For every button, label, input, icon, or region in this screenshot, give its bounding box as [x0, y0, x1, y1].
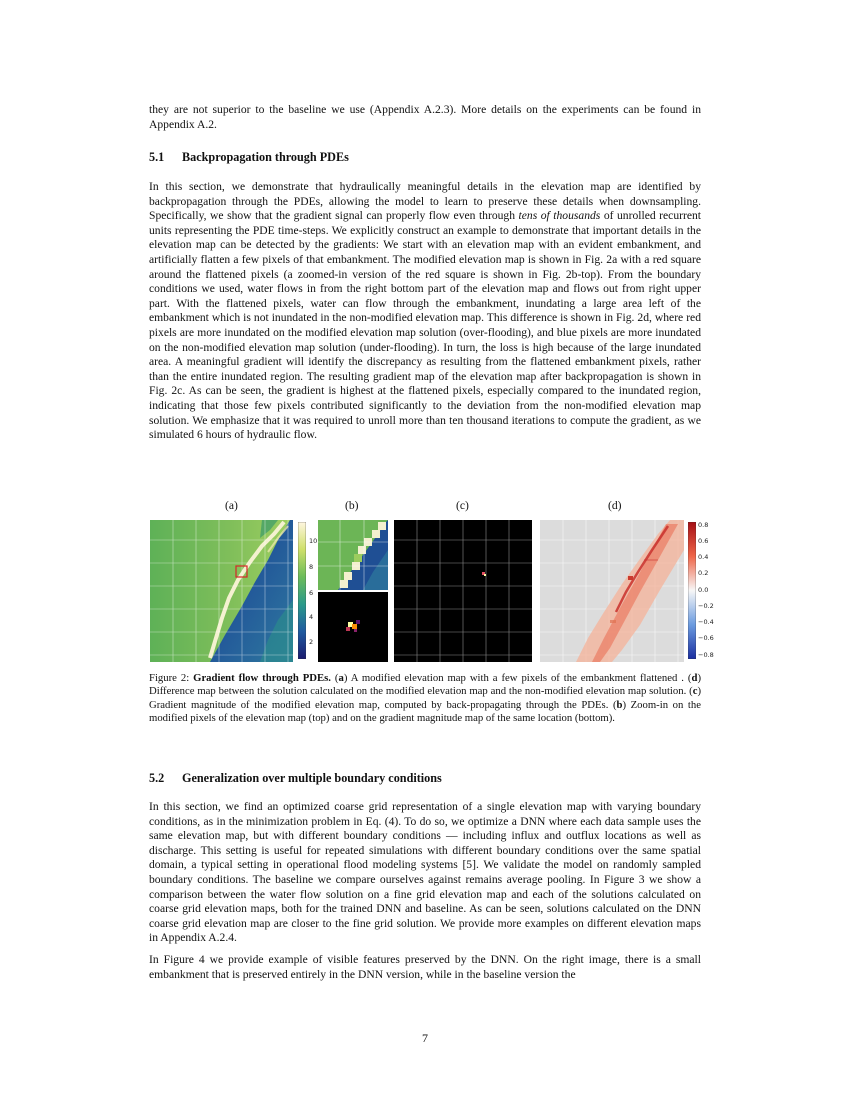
difference-colorbar [688, 522, 696, 659]
elevation-map-panel [150, 520, 293, 662]
caption-key: d [691, 672, 698, 684]
elevation-tick: 10 [309, 537, 318, 545]
section-5-1-paragraph [149, 180, 701, 443]
panel-label-a: (a) [225, 499, 238, 512]
elevation-colorbar [298, 522, 306, 659]
zoom-elevation-panel [318, 520, 388, 590]
section-title: Generalization over multiple boundary conditions [182, 771, 442, 785]
section-title: Backpropagation through PDEs [182, 150, 349, 164]
paragraph-text: In this section, we demonstrate that hydraulically meaningful details in the elevation map are identified by backpropagation through the PDEs, allowing the model to learn to preserve these details when downsampling. Specifically, we show that the gradient signal can properly flow even through [149, 180, 701, 223]
caption-key: c [692, 685, 698, 698]
difference-tick: −0.6 [698, 634, 714, 642]
caption-key: a [338, 672, 344, 684]
elevation-tick: 6 [309, 589, 314, 597]
caption-text: ) Difference map between the solution calculated on the modified elevation map and the non-modified elevation map solution. ( [149, 672, 701, 698]
caption-key: b [616, 698, 623, 711]
gradient-magnitude-panel [394, 520, 532, 662]
section-5-2-paragraph-2: In Figure 4 we provide example of visible features preserved by the DNN. On the right image, there is a small embankment that is preserved entirely in the DNN version, while in the baseline version the [149, 952, 701, 981]
section-5-2-heading [149, 771, 442, 786]
panel-label-c: (c) [456, 499, 469, 512]
page-number: 7 [422, 1031, 428, 1045]
figure-caption: Figure 2: Gradient flow through PDEs. (a) A modified elevation map with a few pixels of the embankment flattened . (d) Difference map between the solution calculated on the modified elevation map and the non-modified elevation map solution. (c) Gradient magnitude of the modified elevation map, computed by back-propagating through the PDEs. (b) Zoom-in on the modified pixels of the elevation map (top) and on the gradient magnitude map of the same location (bottom). [149, 672, 701, 725]
difference-tick: −0.2 [698, 602, 714, 610]
panel-label-b: (b) [345, 499, 359, 512]
paragraph-text: of unrolled recurrent units representing the PDE time-steps. We explicitly construct an example to demonstrate that important details in the elevation map can be detected by the gradients: We start with an elevation map with an evident embankment, and artificially flatten a few pixels of that embankment. The modified elevation map is shown in Fig. 2a with a red square around the flattened pixels (a zoomed-in version of the red square is shown in Fig. 2b-top). From the boundary conditions we used, water flows in from the right bottom part of the elevation map and flows out from right upper part. With the flattened pixels, water can flow through the embankment, inundating a large area left of the embankment which is not inundated in the non-modified elevation map. This difference is shown in Fig. 2d, where red pixels are more inundated on the modified elevation map solution (over-flooding), and blue pixels are more inundated on the non-modified elevation map solution (under-flooding). In turn, the loss is high because of the large inundated area. A meaningful gradient will identify the discrepancy as resulting from the flattened embankment pixels, rather than the entire inundated region. The resulting gradient map of the elevation map after backpropagation is shown in Fig. 2c. As can be seen, the gradient is highest at the flattened pixels, especially compared to the inundated region, indicating that those few pixels contributed significantly to the deviation from the non-modified elevation map solution. We emphasize that it was required to unroll more than ten thousand iterations to compute the gradient, as we simulated 6 hours of hydraulic flow. [149, 209, 701, 442]
difference-tick: 0.0 [698, 586, 709, 594]
section-5-2-body [149, 800, 701, 982]
elevation-tick: 8 [309, 563, 314, 571]
section-5-1-body [149, 180, 701, 443]
zoom-gradient-panel [318, 592, 388, 662]
elevation-tick: 2 [309, 638, 314, 646]
panel-label-d: (d) [608, 499, 622, 512]
intro-text: they are not superior to the baseline we use (Appendix A.2.3). More details on the experiments can be found in Appendix A.2. [149, 103, 701, 131]
difference-tick: 0.4 [698, 553, 709, 561]
elevation-tick: 4 [309, 613, 314, 621]
difference-tick: 0.6 [698, 537, 709, 545]
section-number: 5.1 [149, 150, 165, 164]
section-5-1-heading [149, 150, 349, 165]
caption-label: Figure 2: [149, 672, 194, 684]
difference-tick: 0.8 [698, 521, 709, 529]
section-number: 5.2 [149, 771, 165, 785]
difference-tick: 0.2 [698, 569, 709, 577]
difference-tick: −0.4 [698, 618, 714, 626]
difference-map-panel [540, 520, 684, 662]
intro-paragraph [149, 103, 701, 132]
difference-tick: −0.8 [698, 651, 714, 659]
section-5-2-paragraph-1: In this section, we find an optimized coarse grid representation of a single elevation map with varying boundary conditions, as in the minimization problem in Eq. (4). To do so, we optimize a DNN where each data sample uses the same elevation map, but with different boundary conditions — including influx and outflux locations as well as discharge. This setting is useful for repeated simulations with different boundary conditions over the same spatial domain, a typical setting in operational flood modeling systems [5]. We validate the model on randomly sampled boundary conditions. The baseline we compare ourselves against remains average pooling. In Figure 3 we show a comparison between the water flow solution on a fine grid elevation map and each of the solutions calculated on coarse grid elevation maps, both for the trained DNN and baseline. As can be seen, solutions calculated on the DNN coarse grid elevation map are closer to the fine grid solution. We provide more examples on different elevation maps in Appendix A.2.4. [149, 800, 701, 945]
caption-title: Gradient flow through PDEs. [193, 672, 331, 684]
caption-text: ) Gradient magnitude of the modified elevation map, computed by back-propagating through the PDEs. ( [149, 685, 701, 711]
caption-text: ) Zoom-in on the modified pixels of the elevation map (top) and on the gradient magnitude map of the same location (bottom). [149, 698, 701, 725]
paragraph-emphasis: tens of thousands [518, 209, 601, 223]
caption-text: A modified elevation map with a few pixels of the embankment flattened . ( [347, 672, 692, 684]
